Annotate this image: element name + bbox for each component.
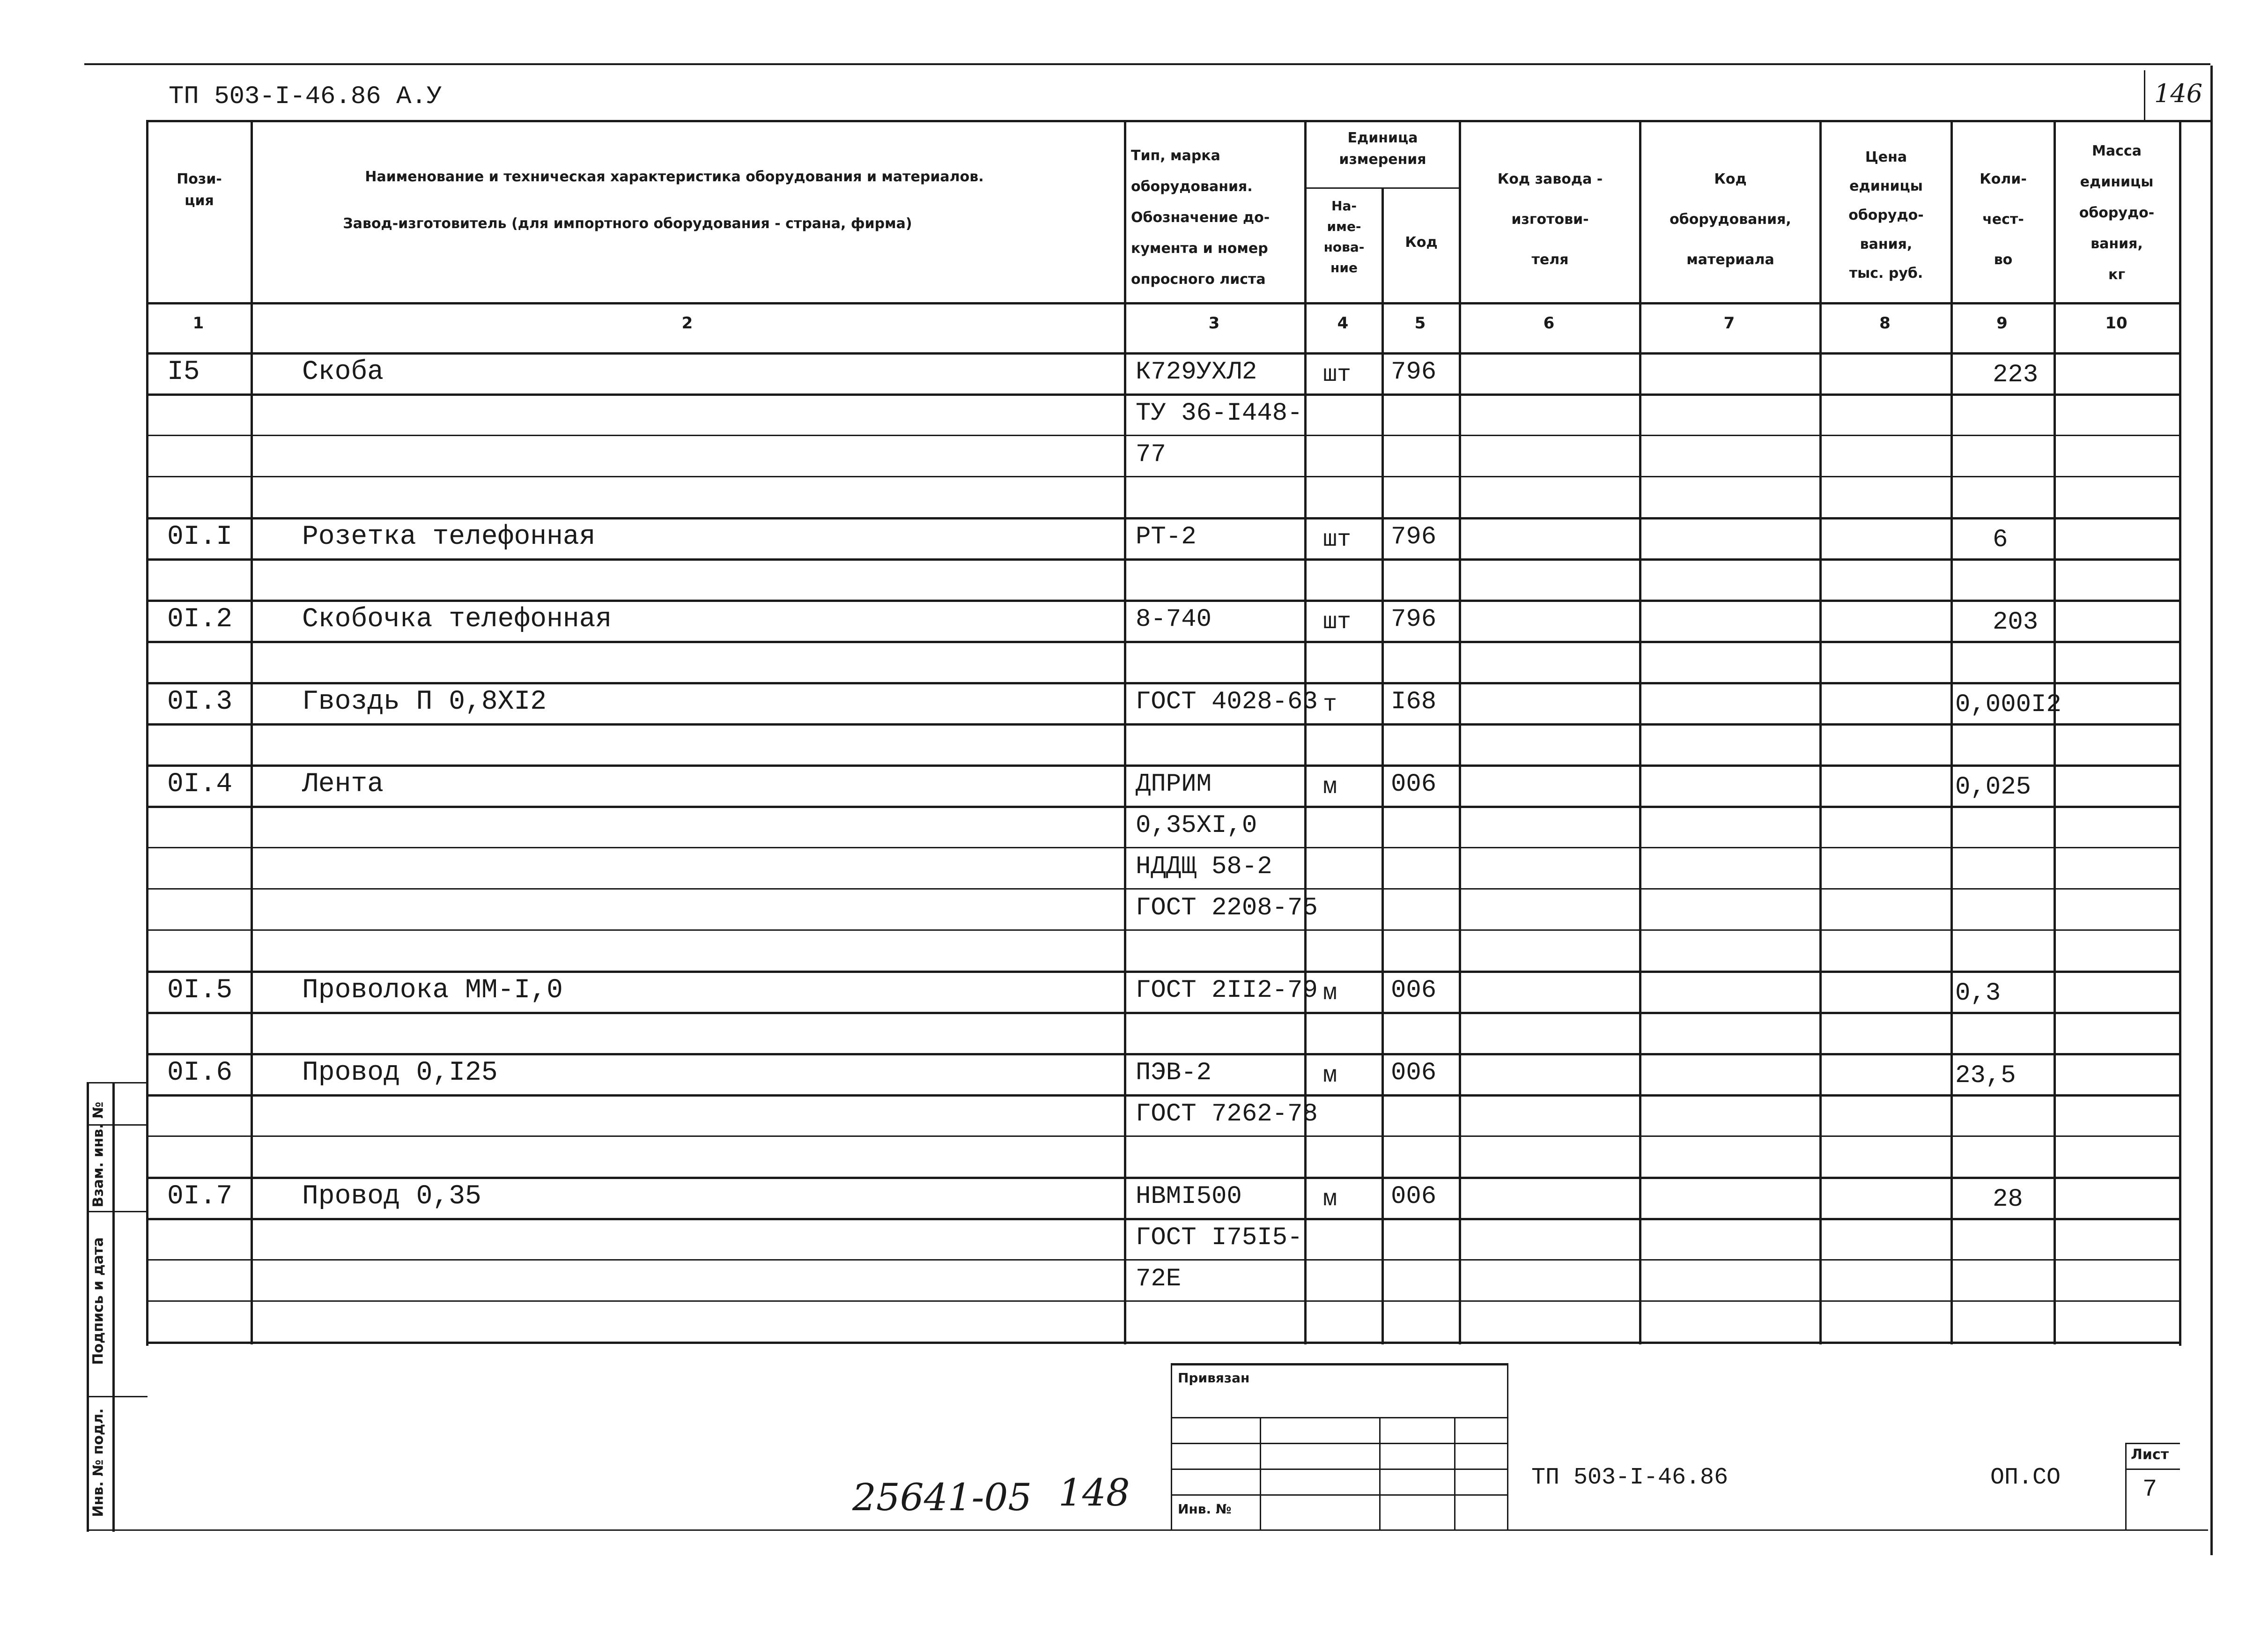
row-type: 77 (1136, 440, 1166, 469)
column-number: 10 (2105, 314, 2128, 333)
row-type: НДДЩ 58-2 (1136, 853, 1272, 881)
row-type: ГОСТ 2208-75 (1136, 894, 1318, 922)
row-position: 0I.I (167, 522, 233, 552)
header-name-line1: Наименование и техническая характеристика оборудования и материалов. (365, 169, 984, 185)
row-line (146, 1300, 2181, 1302)
header-equipment-code: Код оборудования, материала (1670, 171, 1791, 268)
row-name: Лента (302, 769, 384, 800)
header-name-line2: Завод-изготовитель (для импортного оборудования - страна, фирма) (343, 215, 912, 232)
row-line (146, 476, 2181, 477)
header-factory-code: Код завода - изготови- теля (1497, 171, 1603, 268)
row-type: ДПРИМ (1136, 770, 1212, 799)
row-name: Скоба (302, 357, 384, 387)
header-unit-group: Единица измерения (1339, 130, 1426, 168)
row-line (146, 682, 2181, 684)
side-label-signature-date: Подпись и дата (90, 1237, 107, 1365)
column-number: 7 (1723, 314, 1735, 333)
header-unit-name: На- име- нова- ние (1323, 198, 1365, 275)
row-type: РТ-2 (1136, 523, 1197, 551)
row-unit: м (1323, 1186, 1337, 1213)
column-number: 4 (1337, 314, 1349, 333)
row-type: ТУ 36-I448- (1136, 399, 1303, 428)
row-quantity: 0,3 (1955, 979, 2001, 1008)
frame-right (2210, 66, 2213, 1555)
row-line (146, 1094, 2181, 1097)
row-position: 0I.4 (167, 769, 233, 800)
column-divider (1124, 121, 1126, 1344)
sheet-number: 7 (2142, 1476, 2157, 1503)
side-strip-mid (112, 1082, 115, 1532)
side-strip-top (87, 1082, 148, 1083)
row-type: 0,35ХI,0 (1136, 811, 1257, 840)
row-unit-code: 796 (1391, 523, 1437, 551)
inv-label: Инв. № (1178, 1501, 1232, 1517)
row-line (146, 764, 2181, 767)
column-divider (1304, 121, 1307, 1344)
tb-h2 (1171, 1443, 1508, 1444)
row-line (146, 806, 2181, 808)
header-quantity: Коли- чест- во (1980, 171, 2027, 268)
column-divider (2054, 121, 2056, 1344)
row-line (146, 888, 2181, 890)
row-unit: шт (1323, 609, 1352, 636)
row-line (146, 435, 2181, 436)
row-quantity: 223 (1993, 361, 2039, 389)
side-strip-bottom (87, 1529, 2208, 1531)
row-type: ГОСТ I75I5- (1136, 1224, 1303, 1252)
document-code-top: ТП 503-I-46.86 А.У (169, 82, 442, 111)
row-line (146, 641, 2181, 643)
tb-sheet-mid (2126, 1469, 2180, 1470)
row-line (146, 558, 2181, 561)
numbers-bottom-line (146, 352, 2181, 355)
row-position: 0I.3 (167, 687, 233, 717)
tb-top (1171, 1363, 1508, 1365)
header-unit-code: Код (1405, 234, 1438, 251)
side-label-inv-original: Инв. № подл. (90, 1408, 107, 1517)
row-type: К729УХЛ2 (1136, 358, 1257, 386)
bound-label: Привязан (1178, 1370, 1250, 1386)
row-unit-code: 796 (1391, 358, 1437, 386)
row-unit-code: 796 (1391, 605, 1437, 634)
row-quantity: 0,000I2 (1955, 690, 2061, 719)
row-unit: м (1323, 980, 1337, 1007)
column-number: 6 (1543, 314, 1555, 333)
row-position: 0I.7 (167, 1181, 233, 1212)
tb-v1 (1260, 1417, 1261, 1529)
row-name: Скобочка телефонная (302, 604, 612, 635)
row-line (146, 929, 2181, 931)
row-quantity: 0,025 (1955, 773, 2032, 801)
tb-left (1171, 1363, 1172, 1529)
column-divider (1950, 121, 1953, 1344)
row-line (146, 1342, 2181, 1344)
row-line (146, 723, 2181, 726)
page-number-handwritten: 146 (2154, 79, 2203, 108)
column-number: 2 (681, 314, 693, 333)
title-sheet-code: ОП.СО (1990, 1464, 2061, 1491)
row-line (146, 393, 2181, 396)
tb-h1 (1171, 1417, 1508, 1418)
handwritten-number-left: 25641-05 (852, 1476, 1032, 1519)
row-name: Проволока ММ-I,0 (302, 975, 563, 1006)
row-unit-code: 006 (1391, 770, 1437, 799)
tb-v3 (1454, 1417, 1455, 1529)
row-unit-code: 006 (1391, 1182, 1437, 1211)
tb-h3 (1171, 1469, 1508, 1470)
tb-right (1507, 1363, 1508, 1529)
column-divider (251, 121, 253, 1344)
column-number: 1 (192, 314, 204, 333)
row-line (146, 517, 2181, 519)
row-type: НВМI500 (1136, 1182, 1242, 1211)
row-type: ГОСТ 4028-63 (1136, 688, 1318, 716)
column-divider (1639, 121, 1641, 1344)
column-number: 9 (1996, 314, 2008, 333)
row-type: 8-740 (1136, 605, 1212, 634)
column-divider (1459, 121, 1461, 1344)
handwritten-number-right: 148 (1058, 1471, 1130, 1514)
side-strip-left (87, 1082, 89, 1532)
column-number: 5 (1414, 314, 1426, 333)
row-type: ГОСТ 2II2-79 (1136, 976, 1318, 1005)
row-position: I5 (167, 357, 200, 387)
row-quantity: 203 (1993, 608, 2039, 637)
header-price: Цена единицы оборудо- вания, тыс. руб. (1848, 149, 1924, 282)
header-top-line (146, 120, 2211, 122)
sheet-label: Лист (2131, 1447, 2169, 1463)
row-line (146, 847, 2181, 848)
row-type: 72Е (1136, 1265, 1182, 1293)
row-line (146, 1135, 2181, 1137)
row-unit: т (1323, 691, 1337, 718)
row-name: Розетка телефонная (302, 522, 596, 552)
row-line (146, 600, 2181, 602)
tb-sheet-left (2125, 1443, 2127, 1529)
title-doc-code: ТП 503-I-46.86 (1531, 1464, 1729, 1491)
table-border-left (146, 121, 148, 1346)
row-name: Провод 0,I25 (302, 1058, 498, 1088)
row-line (146, 1259, 2181, 1261)
row-type: ПЭВ-2 (1136, 1059, 1212, 1087)
header-mass: Масса единицы оборудо- вания, кг (2079, 143, 2155, 283)
row-unit-code: 006 (1391, 1059, 1437, 1087)
row-unit: шт (1323, 527, 1352, 553)
row-line (146, 971, 2181, 973)
tb-h4 (1171, 1494, 1508, 1496)
row-position: 0I.5 (167, 975, 233, 1006)
row-line (146, 1218, 2181, 1220)
row-type: ГОСТ 7262-78 (1136, 1100, 1318, 1128)
top-frame-line (84, 63, 2210, 65)
column-divider (1819, 121, 1822, 1344)
row-unit: шт (1323, 362, 1352, 388)
side-strip-div2 (87, 1211, 148, 1212)
row-quantity: 6 (1993, 526, 2008, 554)
header-type: Тип, марка оборудования. Обозначение до- кумента и номер опросного листа (1131, 148, 1270, 288)
table-border-right (2179, 121, 2181, 1346)
row-unit-code: 006 (1391, 976, 1437, 1005)
row-unit-code: I68 (1391, 688, 1437, 716)
row-quantity: 28 (1993, 1185, 2023, 1214)
row-quantity: 23,5 (1955, 1061, 2016, 1090)
row-name: Провод 0,35 (302, 1181, 481, 1212)
row-line (146, 1053, 2181, 1055)
page-number-box-left (2144, 70, 2145, 122)
tb-right-top (2126, 1443, 2180, 1444)
header-position: Пози- ция (177, 171, 222, 209)
column-number: 3 (1208, 314, 1220, 333)
header-bottom-line (146, 302, 2181, 304)
row-unit: м (1323, 1062, 1337, 1089)
row-position: 0I.2 (167, 604, 233, 635)
side-label-replace-inv: Взам. инв. № (90, 1101, 107, 1208)
row-line (146, 1177, 2181, 1179)
tb-v2 (1379, 1417, 1381, 1529)
row-unit: м (1323, 774, 1337, 801)
column-number: 8 (1879, 314, 1891, 333)
row-position: 0I.6 (167, 1058, 233, 1088)
row-name: Гвоздь П 0,8ХI2 (302, 687, 547, 717)
row-line (146, 1012, 2181, 1014)
